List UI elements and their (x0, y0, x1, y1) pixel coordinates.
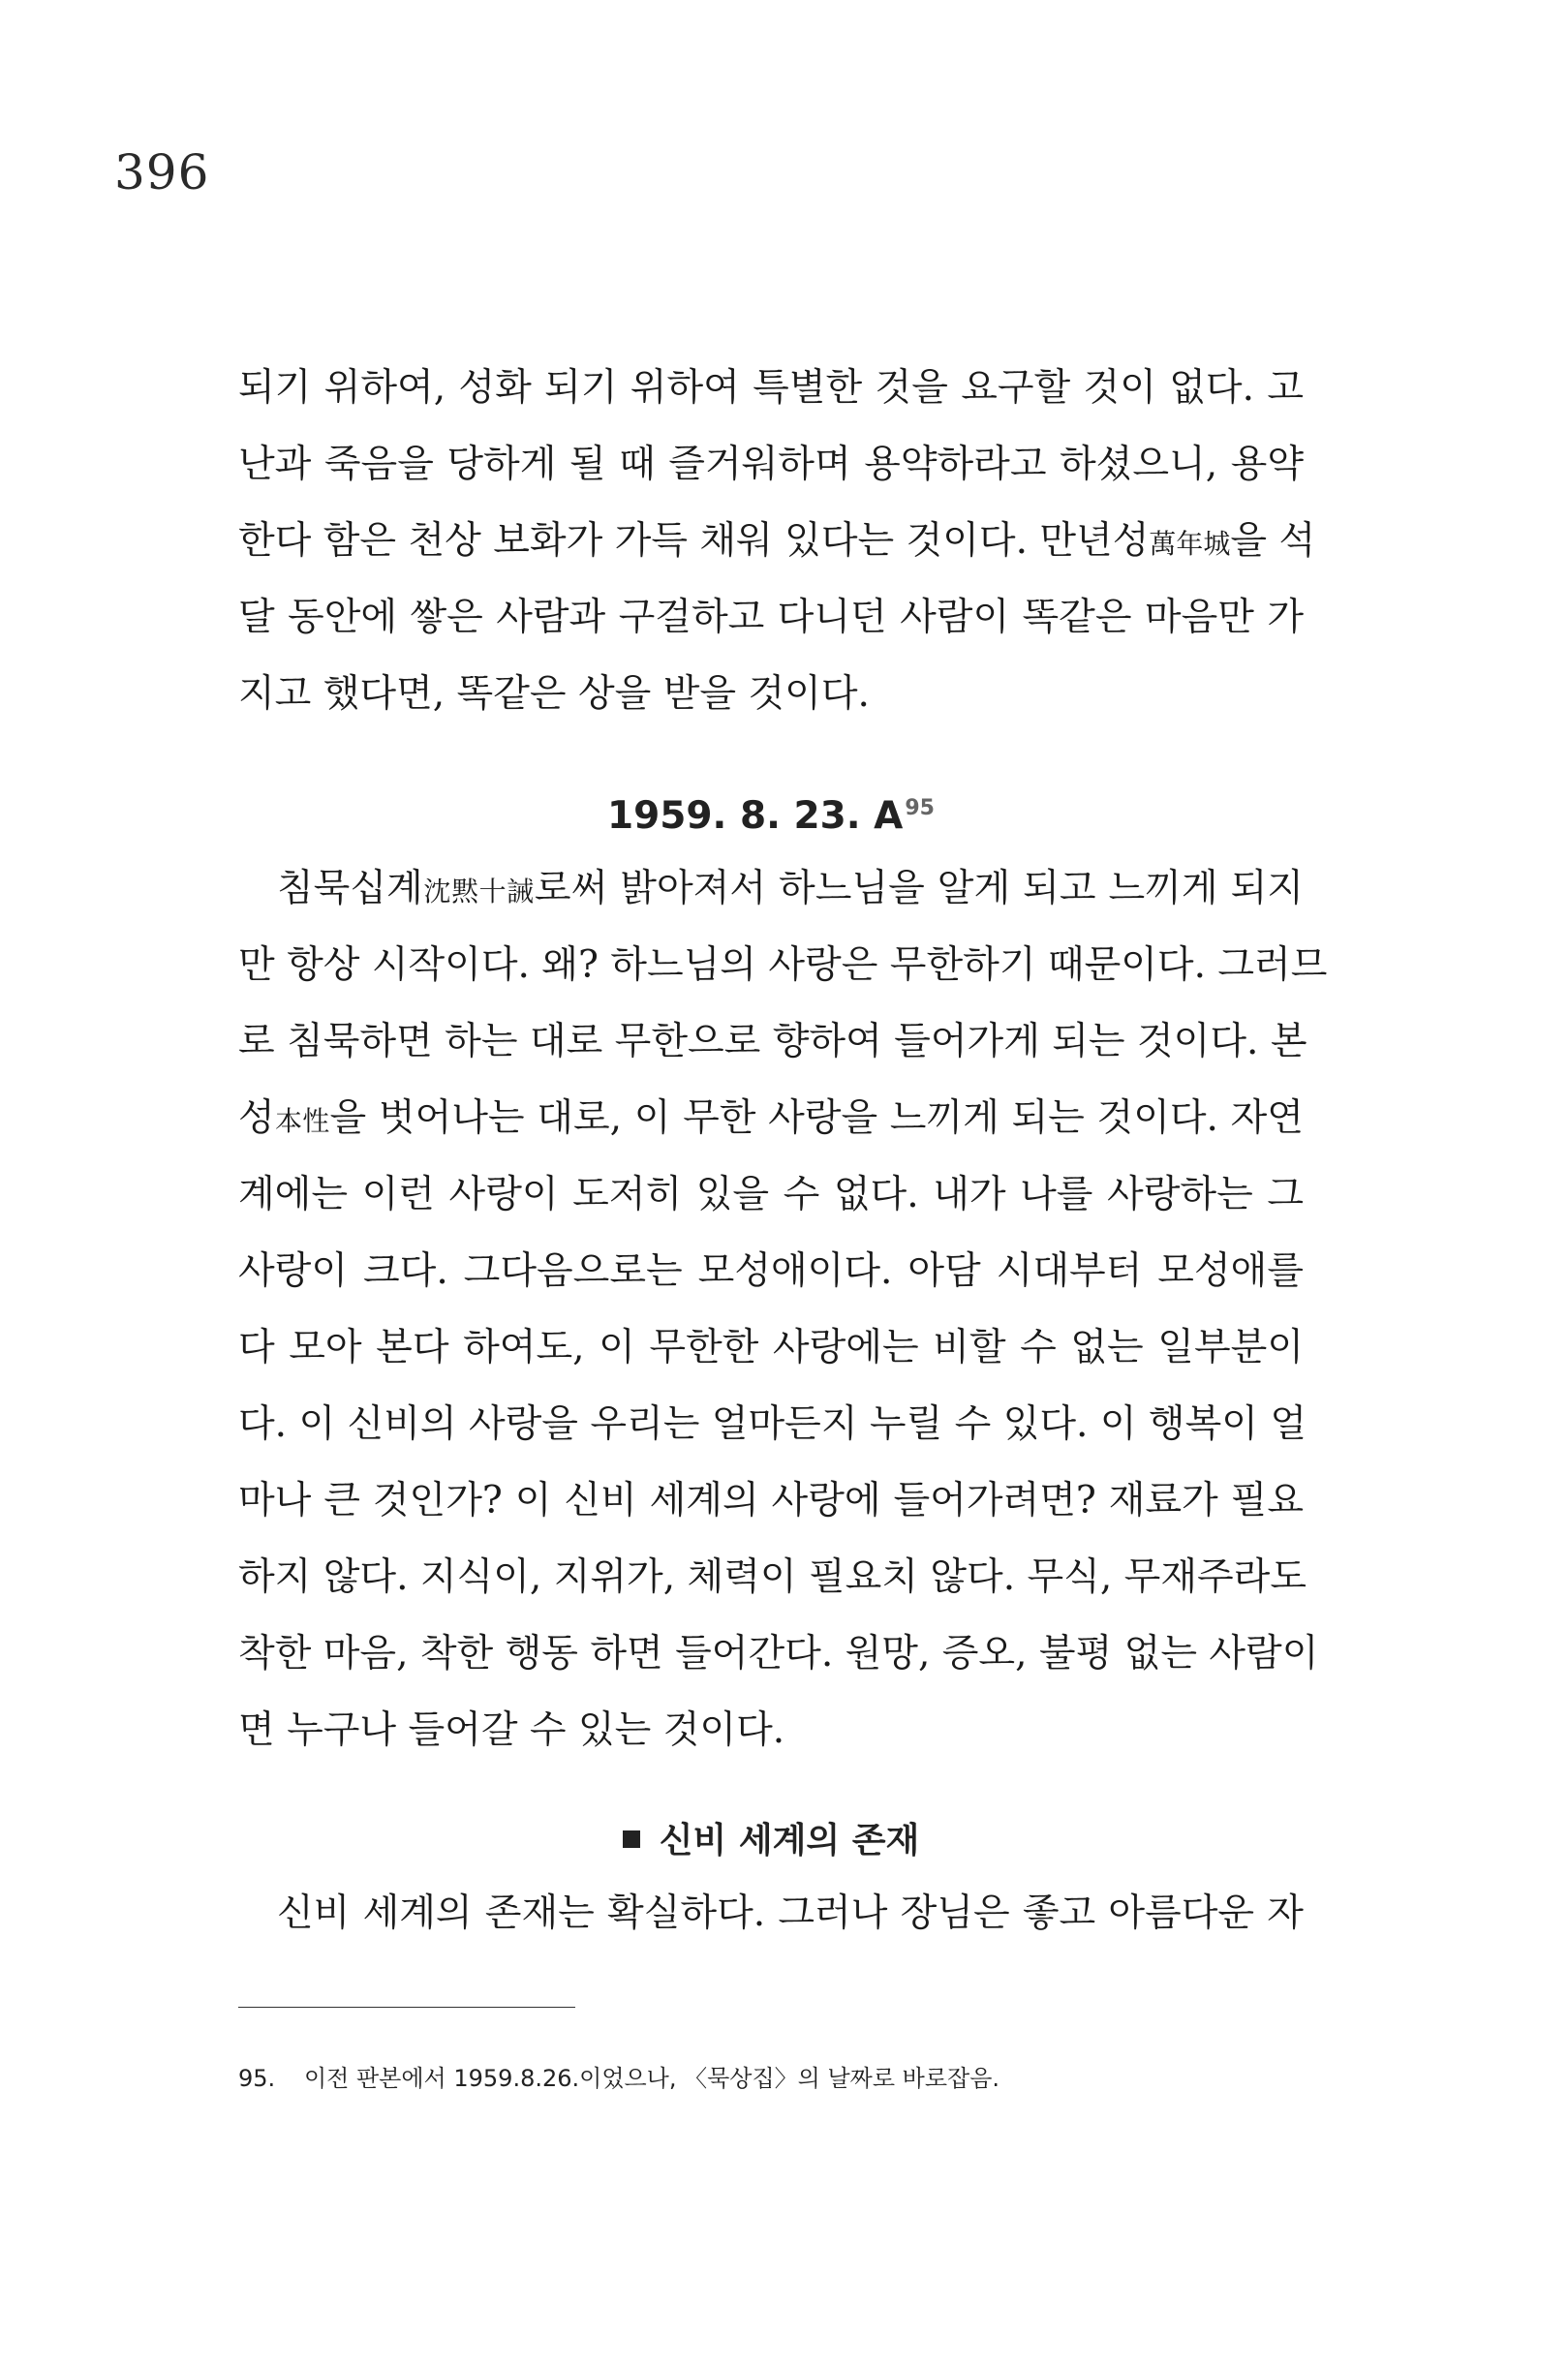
square-bullet-icon (623, 1830, 640, 1848)
text-line: 신비 세계의 존재는 확실하다. 그러나 장님은 좋고 아름다운 자 (277, 1891, 1304, 1935)
text-line: 만 항상 시작이다. 왜? 하느님의 사랑은 무한하기 때문이다. 그러므 (238, 943, 1328, 987)
text-line: 계에는 이런 사랑이 도저히 있을 수 없다. 내가 나를 사랑하는 그 (238, 1173, 1304, 1216)
text-line: 로 침묵하면 하는 대로 무한으로 향하여 들어가게 되는 것이다. 본 (238, 1020, 1307, 1063)
text-line: 난과 죽음을 당하게 될 때 즐거워하며 용약하라고 하셨으니, 용약 (238, 443, 1304, 486)
text-line: 다 모아 본다 하여도, 이 무한한 사랑에는 비할 수 없는 일부분이 (238, 1326, 1304, 1369)
text-line: 지고 했다면, 똑같은 상을 받을 것이다. (238, 672, 870, 716)
paragraph-3 (238, 1875, 1304, 1952)
hanja-annotation: 萬年城 (1149, 528, 1231, 560)
subsection-heading (238, 1807, 1304, 1875)
text-line: 착한 마음, 착한 행동 하면 들어간다. 원망, 증오, 불평 없는 사람이 (238, 1632, 1319, 1676)
text-line: 다. 이 신비의 사랑을 우리는 얼마든지 누릴 수 있다. 이 행복이 얼 (238, 1402, 1307, 1446)
text-fragment: 한다 함은 천상 보화가 가득 채워 있다는 것이다. 만년성 (238, 519, 1150, 563)
text-fragment: 성 (238, 1096, 275, 1140)
text-line (238, 503, 1316, 579)
hanja-annotation: 本性 (274, 1105, 330, 1137)
footnote-reference[interactable]: 95 (905, 796, 935, 820)
text-line: 마나 큰 것인가? 이 신비 세계의 사랑에 들어가려면? 재료가 필요 (238, 1479, 1304, 1522)
footnote-divider (238, 2007, 575, 2008)
text-line: 되기 위하여, 성화 되기 위하여 특별한 것을 요구할 것이 없다. 고 (238, 366, 1304, 410)
text-fragment: 을 석 (1230, 519, 1316, 563)
text-line: 사랑이 크다. 그다음으로는 모성애이다. 아담 시대부터 모성애를 (238, 1249, 1304, 1293)
text-line: 하지 않다. 지식이, 지위가, 체력이 필요치 않다. 무식, 무재주라도 (238, 1555, 1307, 1599)
paragraph-2 (238, 850, 1328, 1768)
footnote-number: 95. (238, 2065, 276, 2092)
text-fragment: 로써 밝아져서 하느님을 알게 되고 느끼게 되지 (534, 867, 1304, 910)
paragraph-1 (238, 350, 1316, 732)
text-fragment: 침묵십계 (277, 867, 423, 910)
section-heading-text: 1959. 8. 23. A (607, 794, 904, 838)
text-line: 달 동안에 쌓은 사람과 구걸하고 다니던 사람이 똑같은 마음만 가 (238, 596, 1304, 639)
text-line: 면 누구나 들어갈 수 있는 것이다. (238, 1708, 785, 1752)
text-line (238, 1080, 1304, 1156)
hanja-annotation: 沈黙十誡 (422, 876, 535, 907)
section-heading (238, 783, 1304, 850)
text-line (238, 850, 1304, 927)
footnote (238, 2063, 1304, 2094)
footnote-text: 이전 판본에서 1959.8.26.이었으나, 〈묵상집〉의 날짜로 바로잡음. (304, 2065, 1000, 2092)
page-number: 396 (114, 144, 210, 200)
text-fragment: 을 벗어나는 대로, 이 무한 사랑을 느끼게 되는 것이다. 자연 (329, 1096, 1304, 1140)
subsection-heading-text: 신비 세계의 존재 (659, 1821, 920, 1861)
